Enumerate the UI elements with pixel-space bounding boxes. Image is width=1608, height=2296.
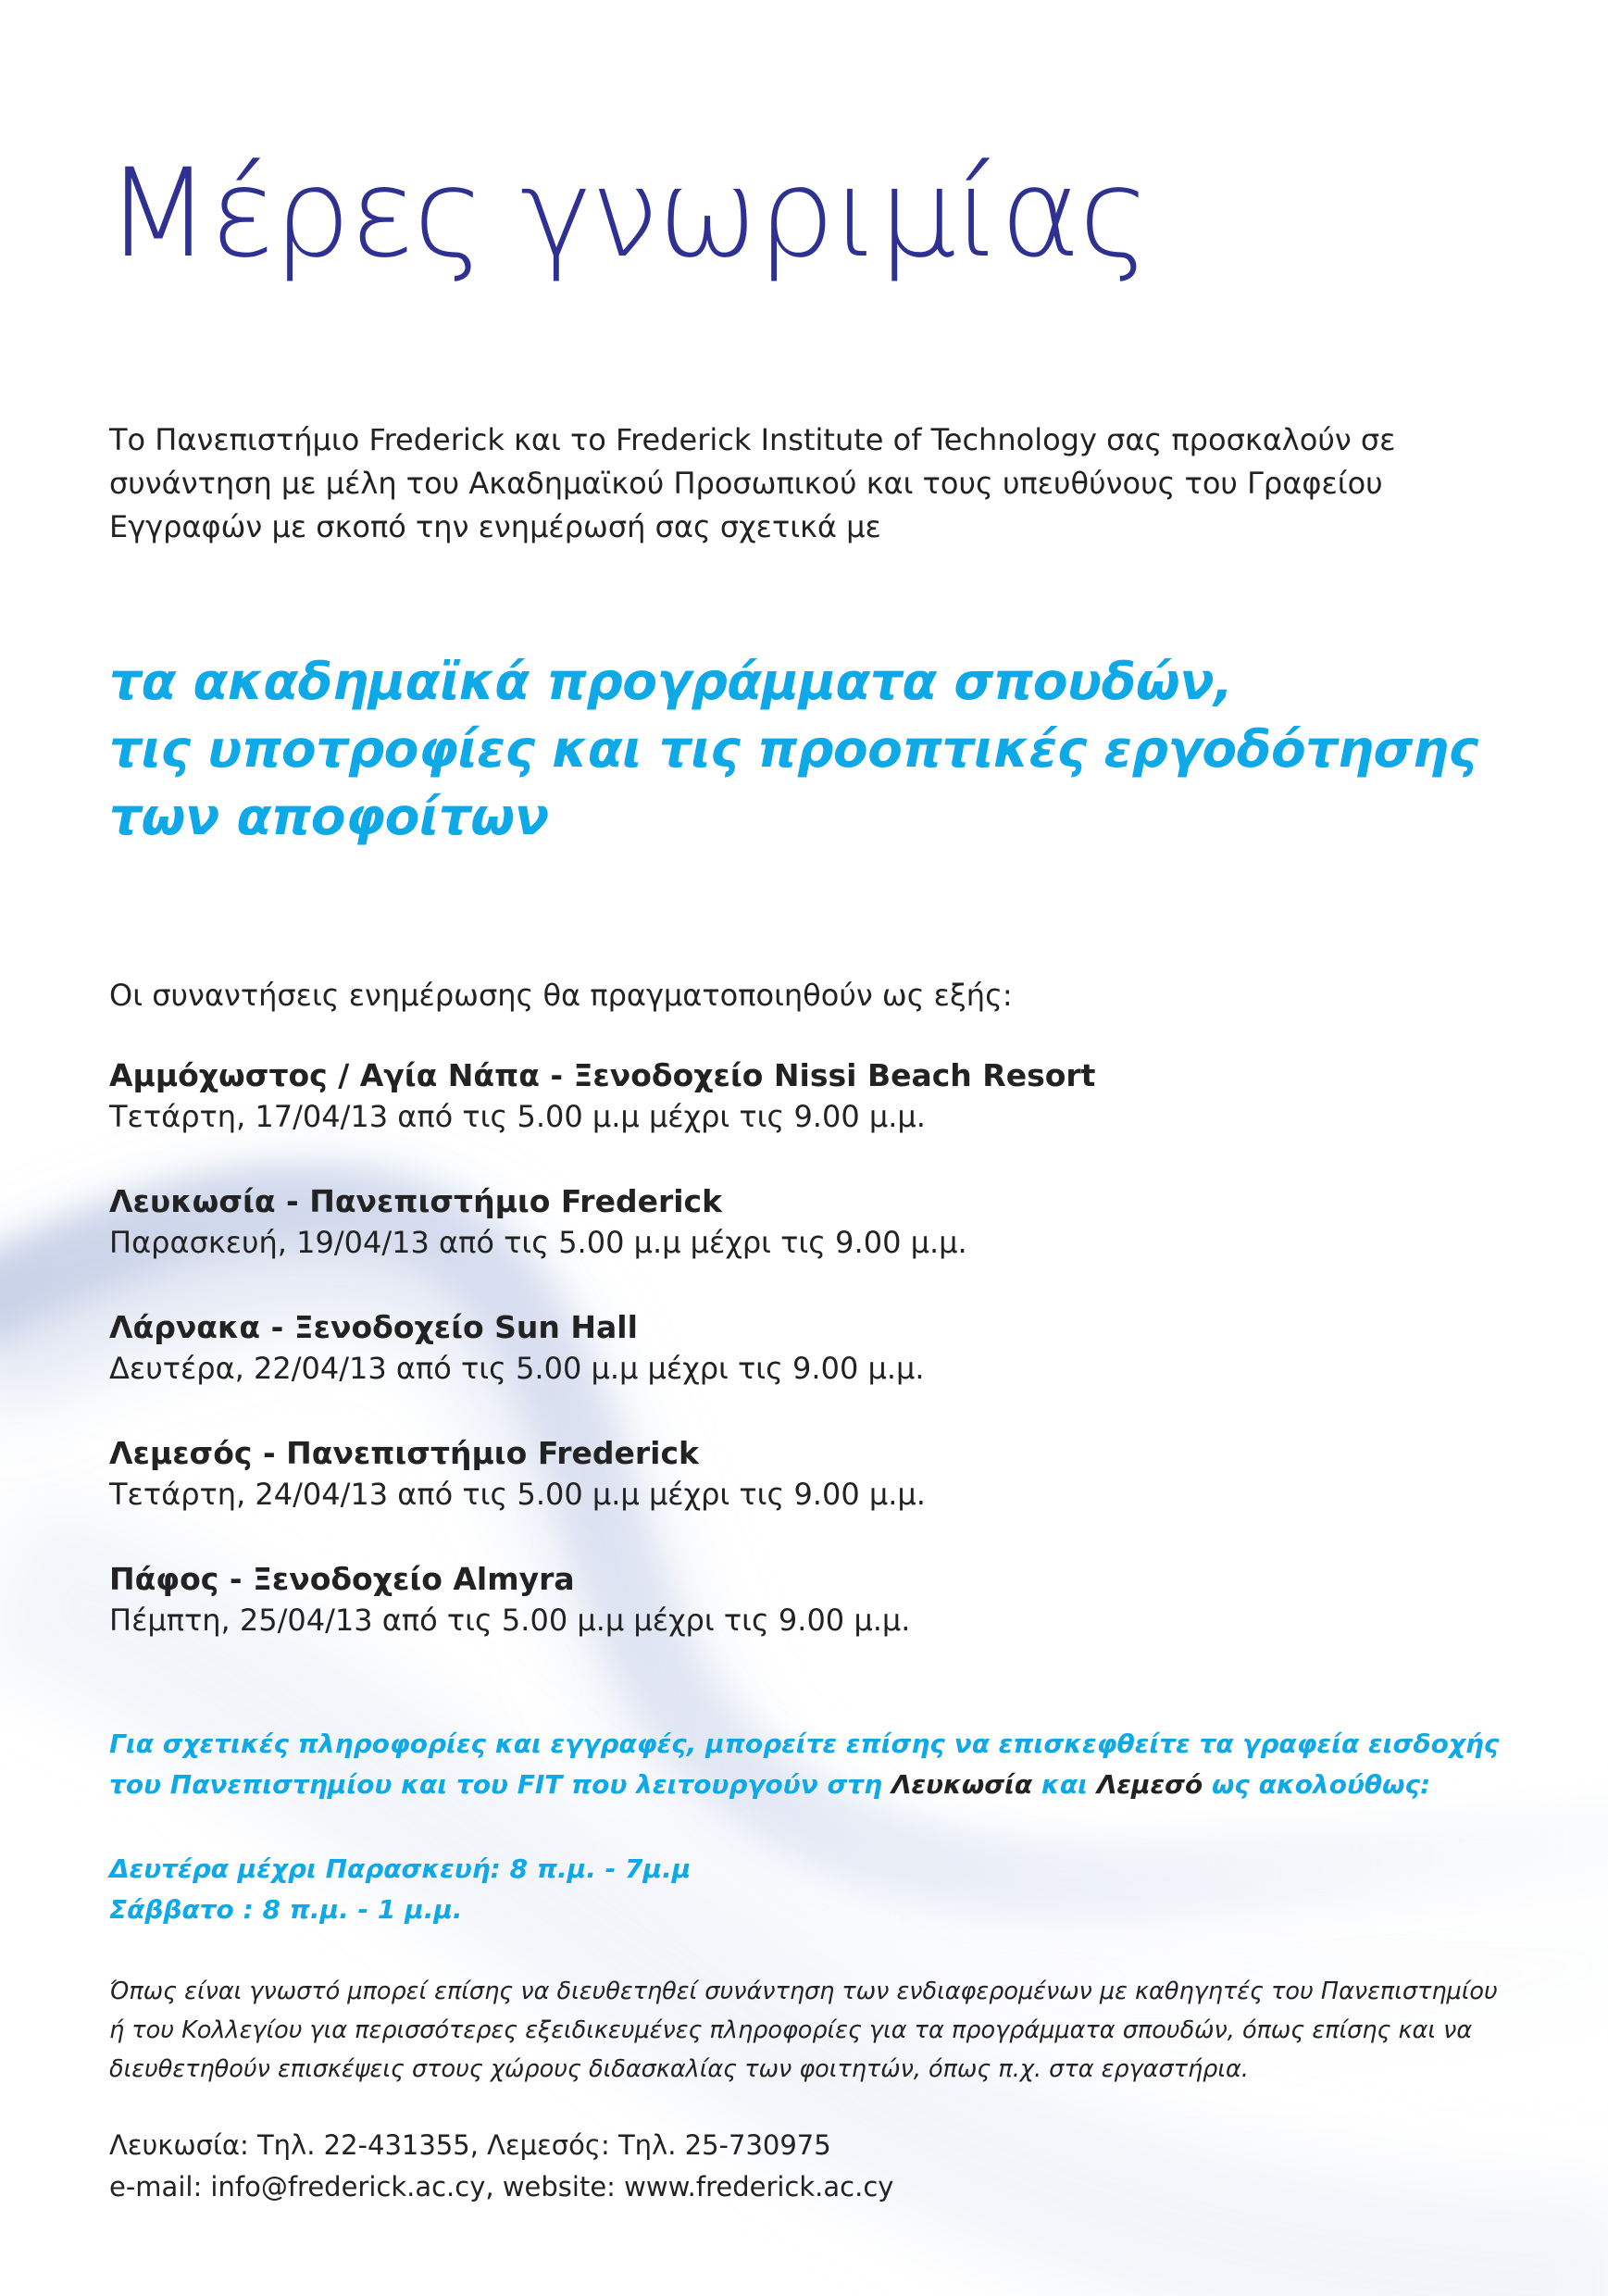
event-time: Τετάρτη, 24/04/13 από τις 5.00 μ.μ μέχρι τις 9.00 μ.μ. — [109, 1477, 926, 1512]
intro-paragraph: Το Πανεπιστήμιο Frederick και το Frederick Institute of Technology σας προσκαλούν σε συνάντηση με μέλη του Ακαδημαϊκού Προσωπικού και τους υπευθύνους του Γραφείου Εγγραφών με σκοπό την ενημέρωσή σας σχετικά με — [109, 422, 1396, 544]
info-text: και — [1032, 1769, 1097, 1800]
headline-line: τα ακαδημαϊκά προγράμματα σπουδών, — [109, 652, 1233, 711]
note-paragraph: Όπως είναι γνωστό μπορεί επίσης να διευθετηθεί συνάντηση των ενδιαφερομένων με καθηγητές του Πανεπιστημίου ή του Κολλεγίου για περισσότερες εξειδικευμένες πληροφορίες για τα προγράμματα σπουδών, όπως επίσης και να διευθετηθούν επισκέψεις στους χώρους διδασκαλίας των φοιτητών, όπως π.χ. στα εργαστήρια. — [109, 1978, 1498, 2083]
event-item — [109, 1559, 1498, 1685]
event-venue: Λεμεσός - Πανεπιστήμιο Frederick — [109, 1435, 700, 1471]
info-text: Για σχετικές πληροφορίες και εγγραφές, μπορείτε επίσης να επισκεφθείτε τα γραφεία εισδοχής του Πανεπιστημίου και του FIT που λειτουργούν στη — [109, 1728, 1500, 1800]
headline-line: τις υποτροφίες και τις προοπτικές εργοδότησης — [109, 719, 1478, 779]
meetings-intro: Οι συναντήσεις ενημέρωσης θα πραγματοποιηθούν ως εξής: — [109, 978, 1013, 1013]
info-text: ως ακολούθως: — [1203, 1769, 1431, 1800]
event-time: Πέμπτη, 25/04/13 από τις 5.00 μ.μ μέχρι τις 9.00 μ.μ. — [109, 1603, 911, 1638]
event-list — [109, 1055, 1498, 1685]
event-item — [109, 1433, 1498, 1559]
event-item — [109, 1307, 1498, 1433]
hours-saturday: Σάββατο : 8 π.μ. - 1 μ.μ. — [109, 1894, 463, 1925]
event-venue: Πάφος - Ξενοδοχείο Almyra — [109, 1561, 575, 1597]
event-venue: Λευκωσία - Πανεπιστήμιο Frederick — [109, 1183, 723, 1219]
contact-phones: Λευκωσία: Τηλ. 22-431355, Λεμεσός: Τηλ. 25-730975 — [109, 2129, 831, 2161]
headline — [109, 648, 1535, 851]
event-venue: Αμμόχωστος / Αγία Νάπα - Ξενοδοχείο Nissi Beach Resort — [109, 1057, 1096, 1093]
event-time: Παρασκευή, 19/04/13 από τις 5.00 μ.μ μέχρι τις 9.00 μ.μ. — [109, 1225, 967, 1260]
info-city-limassol: Λεμεσό — [1096, 1769, 1203, 1800]
event-item — [109, 1055, 1498, 1181]
info-paragraph — [109, 1724, 1516, 1805]
event-time: Τετάρτη, 17/04/13 από τις 5.00 μ.μ μέχρι τις 9.00 μ.μ. — [109, 1099, 926, 1134]
event-item — [109, 1181, 1498, 1307]
contact-web: e-mail: info@frederick.ac.cy, website: www.frederick.ac.cy — [109, 2171, 894, 2202]
page-title: Μέρες γνωριμίας — [106, 143, 1149, 285]
office-hours — [109, 1849, 691, 1930]
hours-weekdays: Δευτέρα μέχρι Παρασκευή: 8 π.μ. - 7μ.μ — [109, 1853, 692, 1884]
headline-line: των αποφοίτων — [109, 787, 549, 846]
info-city-nicosia: Λευκωσία — [891, 1769, 1033, 1800]
event-time: Δευτέρα, 22/04/13 από τις 5.00 μ.μ μέχρι τις 9.00 μ.μ. — [109, 1351, 925, 1386]
event-venue: Λάρνακα - Ξενοδοχείο Sun Hall — [109, 1309, 638, 1345]
contact-block — [109, 2125, 893, 2208]
